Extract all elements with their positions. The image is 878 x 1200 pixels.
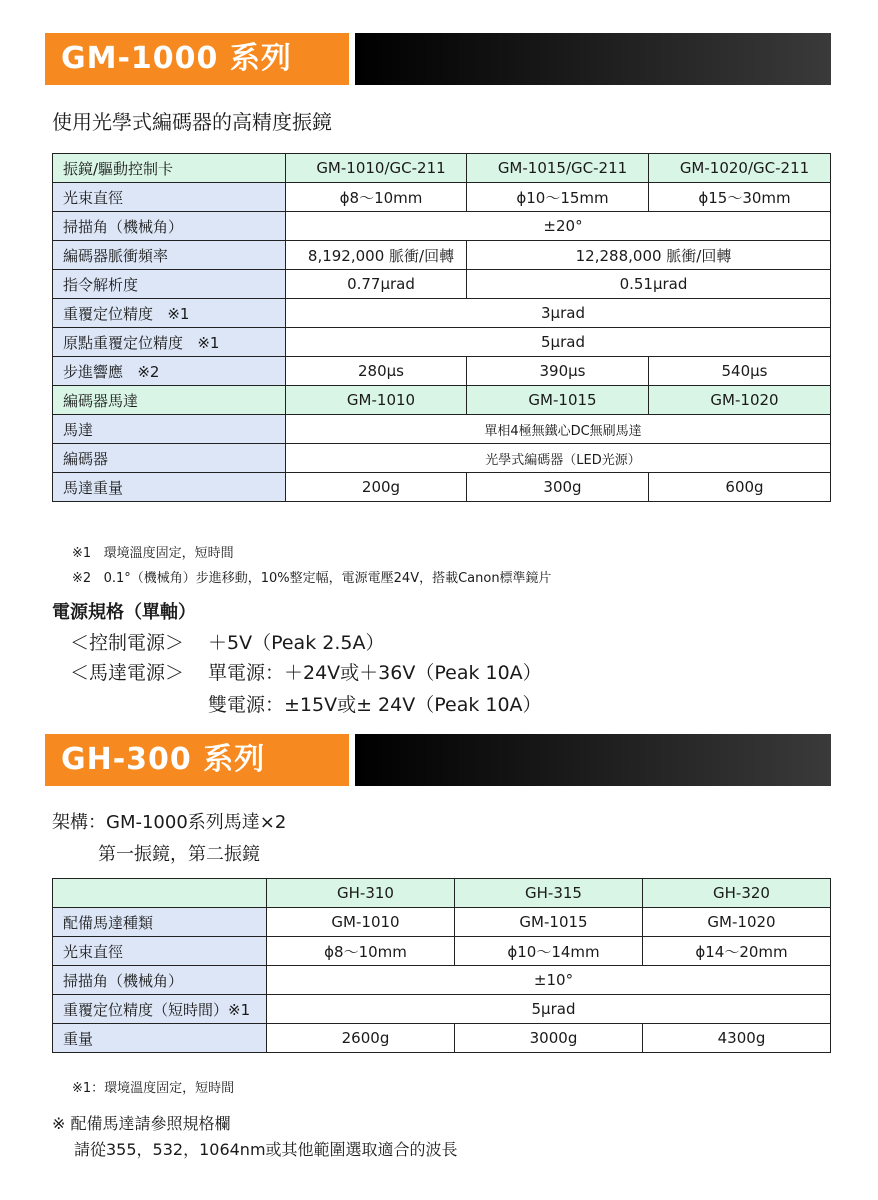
header-cell: 振鏡/驅動控制卡 bbox=[53, 154, 286, 183]
control-power-value: ＋5V（Peak 2.5A） bbox=[208, 632, 385, 654]
header-cell: GH-315 bbox=[455, 879, 643, 908]
cell: 280μs bbox=[286, 357, 467, 386]
cell: 5μrad bbox=[286, 328, 831, 357]
banner-dark-bar bbox=[355, 734, 831, 786]
header-cell bbox=[53, 879, 267, 908]
cell: 8,192,000 脈衝/回轉 bbox=[286, 241, 467, 270]
row-label bbox=[53, 357, 286, 386]
table-row bbox=[53, 937, 831, 966]
cell: GM-1015 bbox=[467, 386, 649, 415]
row-label: 重覆定位精度（短時間）※1 bbox=[53, 995, 267, 1024]
table-row bbox=[53, 183, 831, 212]
control-power-label: ＜控制電源＞ bbox=[70, 632, 185, 654]
row-label: 指令解析度 bbox=[53, 270, 286, 299]
cell: GM-1010 bbox=[267, 908, 455, 937]
motor-power-dual: 雙電源：±15V或± 24V（Peak 10A） bbox=[208, 694, 542, 716]
cell: GM-1015 bbox=[455, 908, 643, 937]
gm-table-header bbox=[53, 154, 831, 183]
cell: ϕ10〜14mm bbox=[455, 937, 643, 966]
gh-footer-line2: 請從355，532，1064nm或其他範圍選取適合的波長 bbox=[74, 1140, 458, 1159]
header-cell: GM-1010/GC-211 bbox=[286, 154, 467, 183]
cell: ±20° bbox=[286, 212, 831, 241]
gm-subtitle: 使用光學式編碼器的高精度振鏡 bbox=[52, 110, 332, 134]
row-label: 重量 bbox=[53, 1024, 267, 1053]
table-row bbox=[53, 473, 831, 502]
table-row bbox=[53, 444, 831, 473]
table-row bbox=[53, 357, 831, 386]
table-row bbox=[53, 995, 831, 1024]
gh-note: ※1：環境溫度固定，短時間 bbox=[72, 1081, 235, 1096]
cell: 0.77μrad bbox=[286, 270, 467, 299]
cell: 300g bbox=[467, 473, 649, 502]
row-label: 掃描角（機械角） bbox=[53, 212, 286, 241]
cell: ϕ10〜15mm bbox=[467, 183, 649, 212]
cell: GM-1020 bbox=[649, 386, 831, 415]
header-cell: GM-1020/GC-211 bbox=[649, 154, 831, 183]
cell: 12,288,000 脈衝/回轉 bbox=[467, 241, 831, 270]
gm-spec-table bbox=[52, 153, 831, 502]
note-mark: ※1 bbox=[72, 546, 92, 561]
cell: ±10° bbox=[267, 966, 831, 995]
banner-dark-bar bbox=[355, 33, 831, 85]
cell: GM-1020 bbox=[643, 908, 831, 937]
cell: 4300g bbox=[643, 1024, 831, 1053]
gh-series-title: GH-300 系列 bbox=[45, 734, 349, 786]
table-row bbox=[53, 1024, 831, 1053]
row-label: 編碼器 bbox=[53, 444, 286, 473]
row-label: 掃描角（機械角） bbox=[53, 966, 267, 995]
row-label bbox=[53, 299, 286, 328]
gh-spec-table bbox=[52, 878, 831, 1053]
note-text: 環境溫度固定，短時間 bbox=[103, 546, 234, 561]
gh-structure-line1: 架構：GM-1000系列馬達×2 bbox=[52, 812, 287, 833]
row-label: 光束直徑 bbox=[53, 183, 286, 212]
gh-footer-line1: ※ 配備馬達請參照規格欄 bbox=[52, 1114, 231, 1133]
cell: 5μrad bbox=[267, 995, 831, 1024]
row-label: 光束直徑 bbox=[53, 937, 267, 966]
row-label: 馬達重量 bbox=[53, 473, 286, 502]
cell: 390μs bbox=[467, 357, 649, 386]
motor-power-label: ＜馬達電源＞ bbox=[70, 662, 185, 684]
table-row bbox=[53, 212, 831, 241]
row-label: 馬達 bbox=[53, 415, 286, 444]
gh-table-header bbox=[53, 879, 831, 908]
cell: GM-1010 bbox=[286, 386, 467, 415]
label-text: 步進響應 bbox=[63, 362, 124, 381]
cell: 0.51μrad bbox=[467, 270, 831, 299]
cell: ϕ14〜20mm bbox=[643, 937, 831, 966]
table-row bbox=[53, 966, 831, 995]
cell: 600g bbox=[649, 473, 831, 502]
row-label: 編碼器脈衝頻率 bbox=[53, 241, 286, 270]
table-row bbox=[53, 299, 831, 328]
cell: 光學式編碼器（LED光源） bbox=[286, 444, 831, 473]
power-title: 電源規格（單軸） bbox=[52, 602, 196, 623]
label-text: 重覆定位精度 bbox=[63, 304, 154, 323]
label-text: 原點重覆定位精度 bbox=[63, 333, 184, 352]
table-row bbox=[53, 415, 831, 444]
cell: ϕ8〜10mm bbox=[267, 937, 455, 966]
header-cell: GH-320 bbox=[643, 879, 831, 908]
table-row bbox=[53, 386, 831, 415]
row-label: 配備馬達種類 bbox=[53, 908, 267, 937]
row-label bbox=[53, 328, 286, 357]
table-row bbox=[53, 908, 831, 937]
table-row bbox=[53, 241, 831, 270]
cell: 3000g bbox=[455, 1024, 643, 1053]
header-cell: GH-310 bbox=[267, 879, 455, 908]
gm-note-1 bbox=[72, 542, 234, 561]
row-label: 編碼器馬達 bbox=[53, 386, 286, 415]
cell: ϕ8〜10mm bbox=[286, 183, 467, 212]
note-mark: ※1 bbox=[197, 333, 220, 352]
cell: ϕ15〜30mm bbox=[649, 183, 831, 212]
gm-series-banner bbox=[45, 33, 831, 85]
cell: 2600g bbox=[267, 1024, 455, 1053]
gh-series-banner bbox=[45, 734, 831, 786]
note-mark: ※2 bbox=[137, 362, 160, 381]
note-text: 0.1°（機械角）步進移動，10%整定幅，電源電壓24V，搭載Canon標準鏡片 bbox=[103, 571, 552, 586]
note-mark: ※2 bbox=[72, 571, 92, 586]
cell: 單相4極無鐵心DC無刷馬達 bbox=[286, 415, 831, 444]
cell: 200g bbox=[286, 473, 467, 502]
gm-note-2 bbox=[72, 567, 552, 586]
table-row bbox=[53, 270, 831, 299]
gm-series-title: GM-1000 系列 bbox=[45, 33, 349, 85]
cell: 3μrad bbox=[286, 299, 831, 328]
motor-power-single: 單電源：＋24V或＋36V（Peak 10A） bbox=[208, 662, 542, 684]
table-row bbox=[53, 328, 831, 357]
header-cell: GM-1015/GC-211 bbox=[467, 154, 649, 183]
cell: 540μs bbox=[649, 357, 831, 386]
note-mark: ※1 bbox=[167, 304, 190, 323]
gh-structure-line2: 第一振鏡，第二振鏡 bbox=[98, 844, 260, 865]
